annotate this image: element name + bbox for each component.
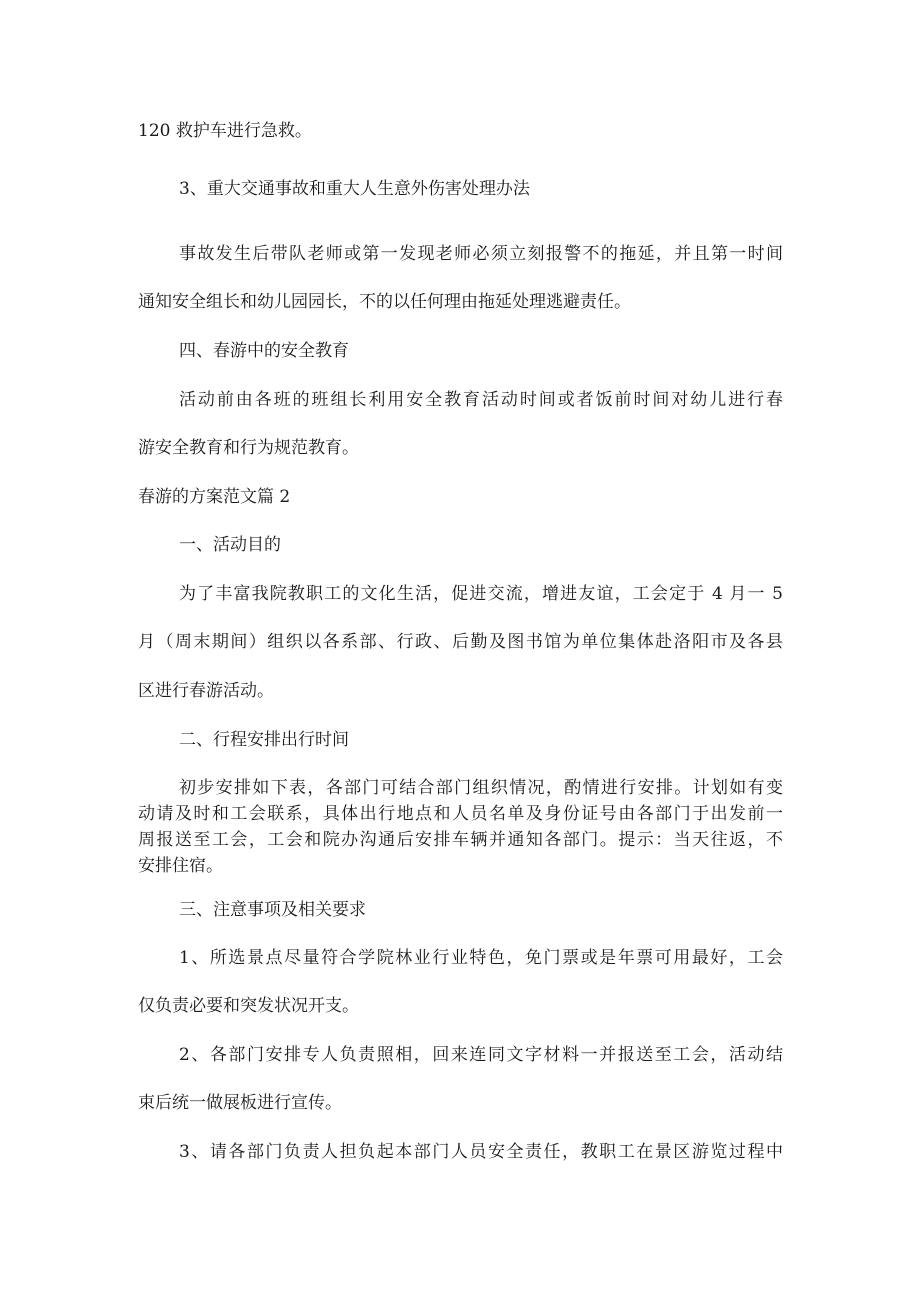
paragraph-line: 通知安全组长和幼儿园园长，不的以任何理由拖延处理逃避责任。: [138, 292, 631, 312]
paragraph-line: 为了丰富我院教职工的文化生活，促进交流，增进友谊，工会定于 4 月一 5: [179, 584, 783, 604]
paragraph-line: 初步安排如下表，各部门可结合部门组织情况，酌情进行安排。计划如有变: [179, 778, 783, 798]
paragraph-line: 120 救护车进行急救。: [138, 121, 312, 141]
paragraph-line: 1、所选景点尽量符合学院林业行业特色，免门票或是年票可用最好，工会: [179, 948, 783, 968]
paragraph-line: 游安全教育和行为规范教育。: [138, 438, 359, 458]
section-heading: 四、春游中的安全教育: [179, 341, 349, 361]
paragraph-line: 束后统一做展板进行宣传。: [138, 1093, 342, 1113]
section-heading: 一、活动目的: [179, 535, 281, 555]
paragraph-line: 周报送至工会，工会和院办沟通后安排车辆并通知各部门。提示：当天往返，不: [138, 830, 783, 850]
section-heading: 3、重大交通事故和重大人生意外伤害处理办法: [179, 179, 530, 199]
paragraph-line: 2、各部门安排专人负责照相，回来连同文字材料一并报送至工会，活动结: [179, 1045, 783, 1065]
article-title: 春游的方案范文篇 2: [138, 487, 291, 507]
section-heading: 二、行程安排出行时间: [179, 730, 349, 750]
paragraph-line: 活动前由各班的班组长利用安全教育活动时间或者饭前时间对幼儿进行春: [179, 390, 783, 410]
paragraph-line: 3、请各部门负责人担负起本部门人员安全责任，教职工在景区游览过程中: [179, 1142, 783, 1162]
paragraph-line: 仅负责必要和突发状况开支。: [138, 996, 359, 1016]
paragraph-line: 动请及时和工会联系，具体出行地点和人员名单及身份证号由各部门于出发前一: [138, 804, 783, 824]
paragraph-line: 安排住宿。: [138, 856, 223, 876]
paragraph-line: 月（周末期间）组织以各系部、行政、后勤及图书馆为单位集体赴洛阳市及各县: [138, 632, 783, 652]
paragraph-line: 事故发生后带队老师或第一发现老师必须立刻报警不的拖延，并且第一时间: [179, 244, 783, 264]
paragraph-line: 区进行春游活动。: [138, 681, 274, 701]
section-heading: 三、注意事项及相关要求: [179, 900, 366, 920]
